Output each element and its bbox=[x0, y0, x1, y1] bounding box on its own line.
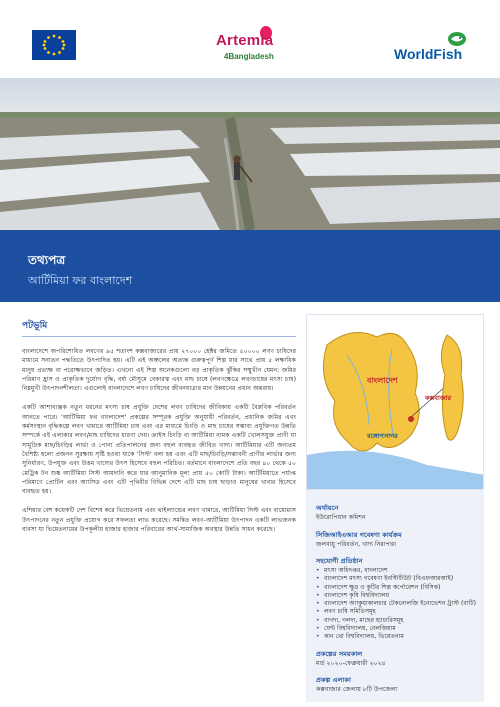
list-item: • কান থো বিশ্ববিদ্যালয়, ভিয়েতনাম bbox=[316, 633, 478, 641]
duration-heading: প্রকল্পের সময়কাল bbox=[316, 649, 363, 658]
project-info bbox=[316, 496, 478, 695]
list-item: • বাংলাদেশ অ্যাকুয়াকালচার টেকনোলজি ইনোভেশন ট্রাস্ট (বাটি) bbox=[316, 600, 478, 608]
map-label-bay-of-bengal: বঙ্গোপসাগর bbox=[367, 432, 398, 440]
list-item: • লবণ চাষি সমিতিসমূহ bbox=[316, 608, 478, 616]
eu-flag-icon bbox=[32, 30, 76, 60]
program-heading: সিজিআইএআর গবেষণা কার্যক্রম bbox=[316, 530, 402, 539]
background-paragraph-1: বাংলাদেশে অপরিশোধিত লবণের ৯৫ শতাংশ কক্সবাজারের প্রায় ২৭০০০ হেক্টর জমিতে ৫০০০০ লবণ চাষিদের মাধ্যমে সনাতন পদ্ধতিতে উৎপাদিত হয়। এটি এই অঞ্চলের অত্যন্ত গুরুত্বপূর্ণ শিল্প যার সাথে প্রায় ৫ লক্ষাধিক মানুষ প্রত্যক্ষ বা পরোক্ষভাবে জড়িত। এখনো এই শিল্প অনেকগুলো বড় প্রাকৃতিক ঝুঁকির সম্মুখীন যেমন: জমির পরিমাণ হ্রাস ও প্রাকৃতিক দুর্যোগ বৃদ্ধি, বর্ষা মৌসুমে বেকারত্ব এবং মাছ চাষে (লবণক্ষেত্রে লবণচাষের মৎস্য চাষ) নিম্নমুখী উৎপাদনশীলতা। এগুলোই বাংলাদেশে লবণ চাষিদের জীবনযাত্রার মান উন্নয়নের প্রধান অন্তরায়। bbox=[22, 348, 296, 393]
artemia-brand-sub: 4Bangladesh bbox=[224, 52, 274, 61]
list-item: • ঘেন্ট বিশ্ববিদ্যালয়, বেলজিয়াম bbox=[316, 625, 478, 633]
worldfish-brand: WorldFish bbox=[394, 46, 463, 62]
header bbox=[0, 0, 500, 78]
list-item: • বাগদা, গলদা, মাছের হ্যাচারিসমূহ bbox=[316, 617, 478, 625]
funding-value: ইউরোপিয়ান কমিশন bbox=[316, 514, 366, 521]
area-heading: প্রকল্প এলাকা bbox=[316, 676, 351, 685]
bangladesh-map bbox=[306, 314, 484, 490]
list-item: • মৎস্য অধিদপ্তর, বাংলাদেশ bbox=[316, 567, 478, 575]
artemia-logo bbox=[210, 24, 300, 68]
partners-heading: সহযোগী প্রতিষ্ঠান bbox=[316, 557, 363, 565]
list-item: • বাংলাদেশ মৎস্য গবেষণা ইনস্টিটিউট (বিএফআরআই) bbox=[316, 575, 478, 583]
funding-heading: অর্থায়নে bbox=[316, 504, 339, 512]
document-type-title: তথ্যপত্র bbox=[28, 253, 66, 267]
project-info-panel bbox=[306, 314, 484, 702]
background-paragraph-3: এশিয়ার বেশ কয়েকটি দেশ বিশেষ করে ভিয়েতনাম এবং থাইল্যান্ডের লবণ খামারে, আর্টিমিয়া সিস্ট এবং বায়োমাস উৎপাদনের নতুন প্রযুক্তি প্রয়োগ করে সফলতা লাভ করেছে। সমন্বিত লবণ-আর্টিমিয়া উৎপাদন একটি লাভজনক ব্যবসা যা ভিয়েতনামের উপকূলীয় হাজার হাজার পরিবারের আর্থ-সামাজিক অবস্থার উন্নতি সাধন করেছে। bbox=[22, 507, 296, 534]
map-label-bangladesh: বাংলাদেশ bbox=[367, 376, 398, 385]
background-section bbox=[22, 318, 296, 544]
background-heading: পটভূমি bbox=[22, 318, 296, 337]
map-label-coxs-bazar: কক্সবাজার bbox=[425, 394, 452, 402]
partners-list bbox=[316, 567, 478, 642]
list-item: • বাংলাদেশ কৃষি বিশ্ববিদ্যালয় bbox=[316, 592, 478, 600]
title-band bbox=[0, 230, 500, 302]
salt-field-photo bbox=[0, 78, 500, 230]
background-paragraph-2: একটি আশাব্যঞ্জক নতুন ধরনের মৎস্য চাষ প্রযুক্তি দেশের লবণ চাষিদের জীবিকায় একটি বৈপ্লবিক পরিবর্তন আনতে পারে। 'আর্টিমিয়া ফর বাংলাদেশ' প্রকল্পের সম্পূরক প্রযুক্তি অনুযায়ী পরিবর্তন, প্রধানিক জমির এবং কর্মসংস্থান বৃদ্ধিকল্পে লবণ খামারে আর্টিমিয়া চাষ এবং এর মাধ্যমে চিংড়ি ও মাছ চাষের সম্ভাব্য প্রযুক্তিগত উন্নতি সম্পর্কে এই এলাকার লবণ/মাছ চাষিদের ধারণা দেয়। ক্রাইস চিংড়ি বা আর্টিমিয়া নামক একটি খোলসযুক্ত প্রাণী যা সামুদ্রিক মাছ/চিংড়ির লার্ভা ও পোনা প্রতিপালনের জন্য বহুল ব্যবহৃত জীবিত খাদ্য। আর্টিমিয়ার এটি অন্যতম বৈশিষ্ট্য হলো প্রজনন সুরক্ষায় সৃষ্টি হওয়া যাকে 'সিস্ট' বলা হয় এবং এটি মাছ/চিংড়ি/সম্ভাবনী প্রাণীর লার্ভার জন্য সুনির্ধারণ, উপযুক্ত এবং উত্তম খাদ্যের উৎস হিসেবে বহুল পরিচিত। বর্তমানে বাংলাদেশে প্রতি বছর ৪০ থেকে ৫০ মেট্রিক টন শুষ্ক আর্টিমিয়া সিস্ট আমদানি করে যার আনুমানিক মূল্য প্রায় ৫০ কোটি টাকা। আর্টিমিয়াতে পর্যাপ্ত পরিমাণে প্রোটিন এবং অ্যাসিড এবং এটি পৃথিবীর বিভিন্ন দেশে এটি মাছ চাষ ছাড়াও মানুষের খাবার হিসেবে ব্যবহৃত হয়। bbox=[22, 404, 296, 496]
artemia-brand: Artemia bbox=[216, 32, 274, 49]
area-value: কক্সবাজার জেলায় ৮টি উপজেলা bbox=[316, 686, 398, 694]
project-title: আর্টিমিয়া ফর বাংলাদেশ bbox=[28, 274, 133, 287]
worldfish-logo bbox=[394, 30, 484, 60]
program-value: জলবায়ু পরিবর্তন, খাদ্য নিরাপত্তা bbox=[316, 540, 397, 548]
duration-value: মার্চ ২০২০-ফেব্রুয়ারী ২০২৪ bbox=[316, 659, 386, 667]
list-item: • বাংলাদেশ ক্ষুদ্র ও কুটির শিল্প কর্পোরেশন (বিসিক) bbox=[316, 584, 478, 592]
